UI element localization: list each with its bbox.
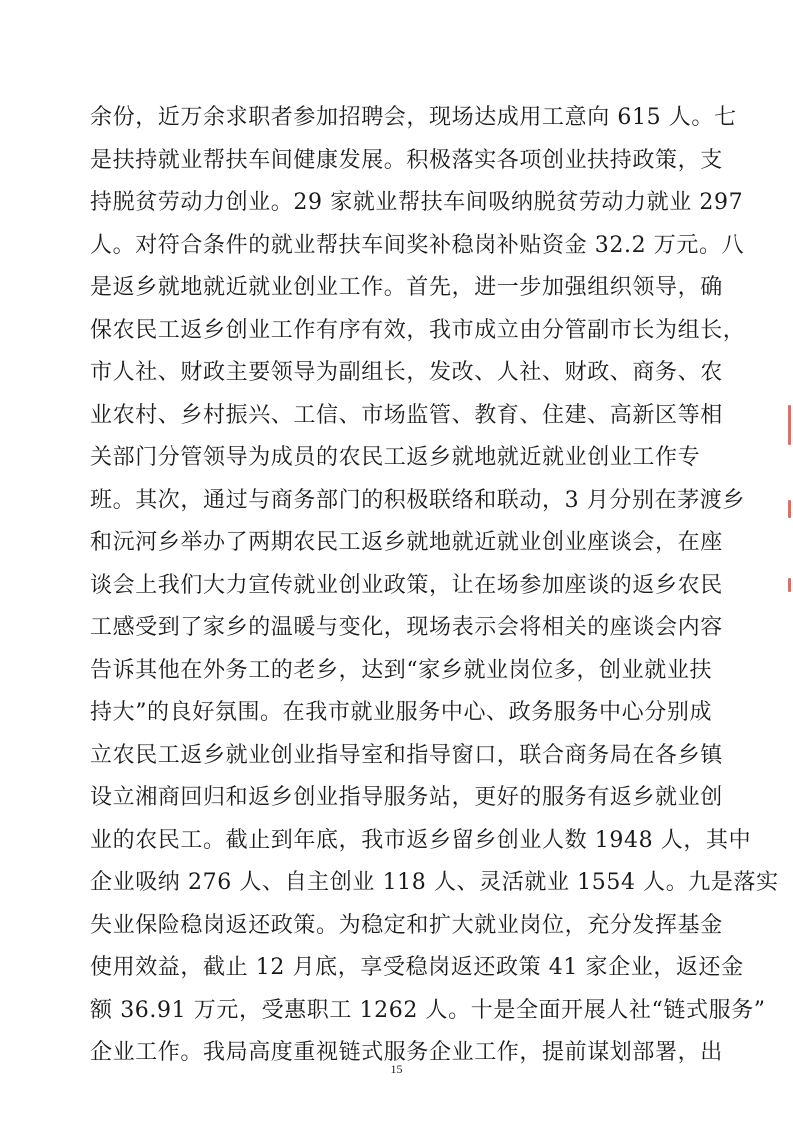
text-line: 是扶持就业帮扶车间健康发展。积极落实各项创业扶持政策，支 <box>90 147 723 173</box>
text-line: 告诉其他在外务工的老乡，达到“家乡就业岗位多，创业就业扶 <box>90 657 713 683</box>
text-line: 班。其次，通过与商务部门的积极联络和联动，3 月分别在茅渡乡 <box>90 487 745 513</box>
text-line: 工感受到了家乡的温暖与变化，现场表示会将相关的座谈会内容 <box>90 615 723 640</box>
scan-edge-mark <box>788 405 791 445</box>
text-line: 持脱贫劳动力创业。29 家就业帮扶车间吸纳脱贫劳动力就业 297 <box>90 190 744 215</box>
text-line: 关部门分管领导为成员的农民工返乡就地就近就业创业工作专 <box>90 445 701 470</box>
text-line: 业农村、乡村振兴、工信、市场监管、教育、住建、高新区等相 <box>90 402 723 428</box>
text-line: 谈会上我们大力宣传就业创业政策，让在场参加座谈的返乡农民 <box>90 572 723 598</box>
text-line: 余份，近万余求职者参加招聘会，现场达成用工意向 615 人。七 <box>90 105 737 130</box>
text-line: 企业吸纳 276 人、自主创业 118 人、灵活就业 1554 人。九是落实 <box>90 870 779 895</box>
scan-edge-mark <box>788 500 791 518</box>
text-line: 设立湘商回归和返乡创业指导服务站，更好的服务有返乡就业创 <box>90 785 723 810</box>
scan-edge-mark <box>788 578 791 592</box>
text-line: 失业保险稳岗返还政策。为稳定和扩大就业岗位，充分发挥基金 <box>90 912 723 938</box>
text-line: 立农民工返乡就业创业指导室和指导窗口，联合商务局在各乡镇 <box>90 742 723 768</box>
text-line: 保农民工返乡创业工作有序有效，我市成立由分管副市长为组长， <box>90 317 746 343</box>
text-line: 市人社、财政主要领导为副组长，发改、人社、财政、商务、农 <box>90 360 723 385</box>
body-text <box>90 97 779 1075</box>
page-number: 15 <box>390 1062 403 1076</box>
text-line: 额 36.91 万元，受惠职工 1262 人。十是全面开展人社“链式服务” <box>90 997 766 1023</box>
text-line: 业的农民工。截止到年底，我市返乡留乡创业人数 1948 人，其中 <box>90 827 752 853</box>
text-line: 是返乡就地就近就业创业工作。首先，进一步加强组织领导，确 <box>90 275 723 300</box>
text-line: 和沅河乡举办了两期农民工返乡就地就近就业创业座谈会，在座 <box>90 530 723 555</box>
text-line: 使用效益，截止 12 月底，享受稳岗返还政策 41 家企业，返还金 <box>90 955 744 980</box>
text-line: 人。对符合条件的就业帮扶车间奖补稳岗补贴资金 32.2 万元。八 <box>90 232 745 258</box>
text-line: 持大”的良好氛围。在我市就业服务中心、政务服务中心分别成 <box>90 700 713 725</box>
text-line: 企业工作。我局高度重视链式服务企业工作，提前谋划部署，出 <box>90 1040 723 1065</box>
